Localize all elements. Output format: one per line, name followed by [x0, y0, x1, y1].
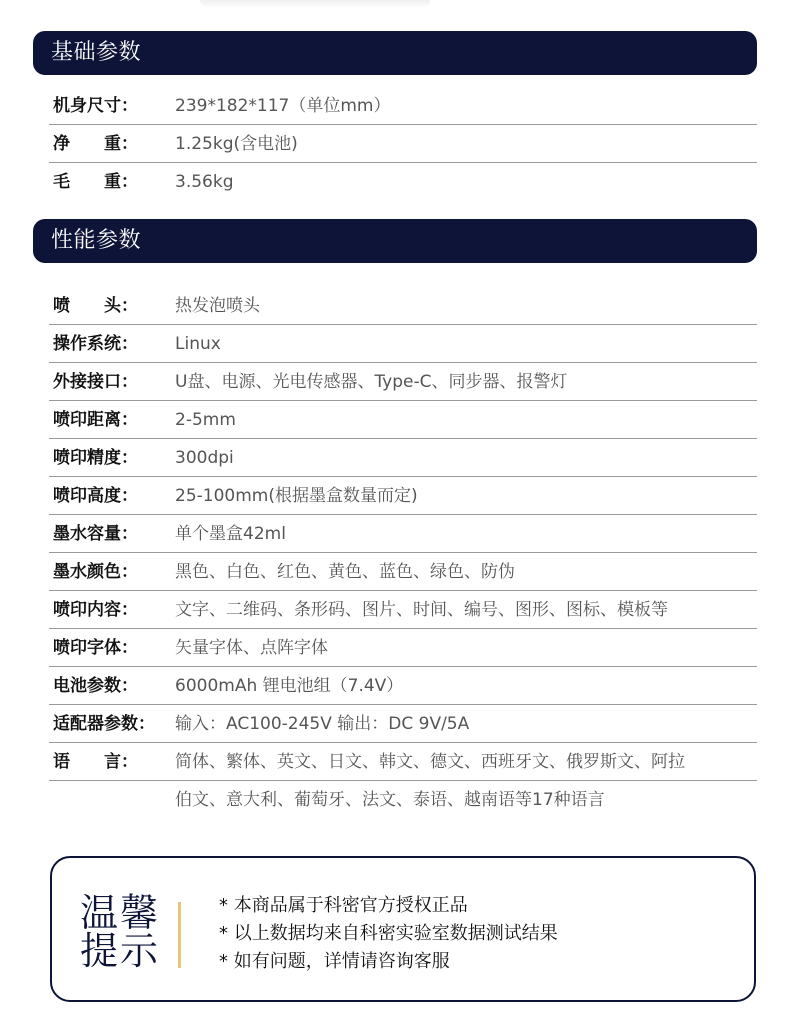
top-shadow	[200, 0, 430, 8]
spec-row-net-weight	[49, 125, 757, 163]
performance-params-title: 性能参数	[51, 228, 142, 253]
notice-lines	[219, 892, 558, 976]
spec-label: 喷印高度：	[53, 486, 138, 506]
spec-value: 300dpi	[175, 448, 234, 468]
spec-value: Linux	[175, 334, 221, 354]
basic-params-table	[49, 87, 757, 201]
spec-value: 3.56kg	[175, 172, 234, 192]
spec-row-print-distance	[49, 401, 757, 439]
notice-line: * 如有问题，详情请咨询客服	[219, 951, 450, 972]
spec-row-ink-capacity	[49, 515, 757, 553]
spec-label: 喷印内容：	[53, 600, 138, 620]
spec-row-languages	[49, 743, 757, 781]
performance-params-header	[33, 219, 757, 263]
spec-value: 1.25kg(含电池)	[175, 134, 298, 154]
spec-row-print-precision	[49, 439, 757, 477]
notice-line: * 本商品属于科密官方授权正品	[219, 895, 468, 916]
notice-title-line: 提示	[80, 929, 161, 973]
spec-label: 墨水容量：	[53, 524, 138, 544]
basic-params-header	[33, 31, 757, 75]
spec-label: 墨水颜色：	[53, 562, 138, 582]
spec-label: 喷 头：	[53, 296, 138, 316]
spec-row-nozzle	[49, 287, 757, 325]
spec-label: 适配器参数：	[53, 714, 155, 734]
spec-row-battery	[49, 667, 757, 705]
spec-label: 净 重：	[53, 134, 138, 154]
spec-value: 矢量字体、点阵字体	[175, 638, 328, 658]
notice-box	[50, 856, 756, 1002]
spec-row-print-fonts	[49, 629, 757, 667]
notice-divider	[178, 902, 181, 968]
spec-row-interfaces	[49, 363, 757, 401]
spec-value: 黑色、白色、红色、黄色、蓝色、绿色、防伪	[175, 562, 515, 582]
spec-label: 喷印字体：	[53, 638, 138, 658]
spec-label: 毛 重：	[53, 172, 138, 192]
spec-label: 外接接口：	[53, 372, 138, 392]
spec-label: 电池参数：	[53, 676, 138, 696]
spec-row-ink-colors	[49, 553, 757, 591]
notice-title-line: 温馨	[80, 891, 161, 935]
spec-label: 机身尺寸：	[53, 96, 138, 116]
spec-value: 25-100mm(根据墨盒数量而定)	[175, 486, 418, 506]
spec-value: 输入：AC100-245V 输出：DC 9V/5A	[175, 714, 470, 734]
spec-label: 操作系统：	[53, 334, 138, 354]
notice-title	[80, 891, 164, 973]
spec-label: 喷印精度：	[53, 448, 138, 468]
spec-value: U盘、电源、光电传感器、Type-C、同步器、报警灯	[175, 372, 568, 392]
spec-row-os	[49, 325, 757, 363]
spec-value: 简体、繁体、英文、日文、韩文、德文、西班牙文、俄罗斯文、阿拉	[175, 752, 685, 772]
spec-value: 文字、二维码、条形码、图片、时间、编号、图形、图标、模板等	[175, 600, 668, 620]
spec-label: 语 言：	[53, 752, 138, 772]
spec-row-gross-weight	[49, 163, 757, 201]
performance-params-table	[49, 287, 757, 819]
notice-line: * 以上数据均来自科密实验室数据测试结果	[219, 923, 558, 944]
spec-value: 热发泡喷头	[175, 296, 260, 316]
spec-value: 单个墨盒42ml	[175, 524, 286, 544]
basic-params-title: 基础参数	[51, 40, 142, 65]
spec-label: 喷印距离：	[53, 410, 138, 430]
spec-value: 6000mAh 锂电池组（7.4V）	[175, 676, 404, 696]
spec-value: 2-5mm	[175, 410, 236, 430]
spec-value: 239*182*117（单位mm）	[175, 96, 391, 116]
spec-row-languages-continued	[49, 781, 757, 819]
spec-row-dimensions	[49, 87, 757, 125]
spec-row-print-content	[49, 591, 757, 629]
spec-value: 伯文、意大利、葡萄牙、法文、泰语、越南语等17种语言	[175, 790, 605, 810]
spec-row-print-height	[49, 477, 757, 515]
spec-row-adapter	[49, 705, 757, 743]
